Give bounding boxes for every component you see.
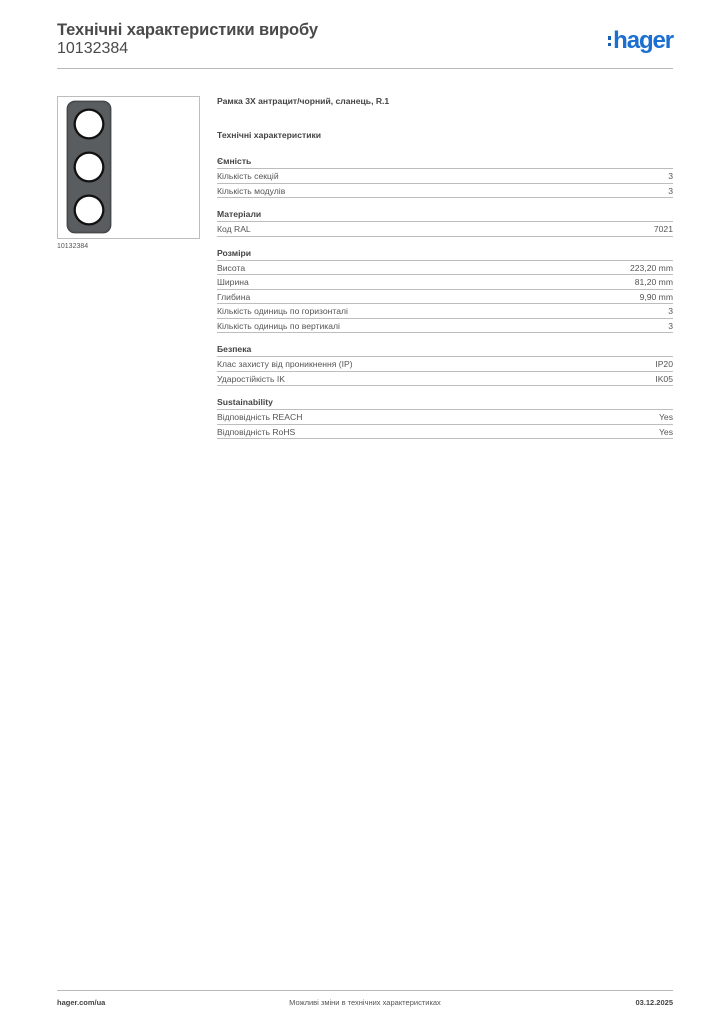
- spec-row: [217, 184, 673, 199]
- specifications: [217, 94, 673, 448]
- spec-value: 3: [668, 171, 673, 181]
- footer-divider: [57, 990, 673, 991]
- spec-value: 3: [668, 185, 673, 196]
- section-title: Безпека: [217, 342, 673, 357]
- section-capacity: [217, 154, 673, 198]
- spec-label: Відповідність RoHS: [217, 426, 296, 437]
- section-title: Sustainability: [217, 395, 673, 410]
- spec-label: Ударостійкість IK: [217, 373, 285, 384]
- spec-label: Ширина: [217, 277, 249, 287]
- section-sustainability: [217, 395, 673, 439]
- spec-value: 9,90 mm: [639, 291, 673, 302]
- spec-label: Кількість модулів: [217, 185, 286, 196]
- page-header: [57, 20, 673, 68]
- spec-row: [217, 275, 673, 290]
- spec-label: Глибина: [217, 291, 251, 302]
- spec-label: Код RAL: [217, 224, 251, 234]
- footer-note: Можливі зміни в технічних характеристиках: [289, 998, 441, 1007]
- spec-label: Кількість одиниць по вертикалі: [217, 320, 340, 331]
- spec-row: [217, 222, 673, 237]
- spec-value: IK05: [655, 373, 673, 384]
- spec-row: [217, 169, 673, 184]
- spec-label: Кількість одиниць по горизонталі: [217, 306, 348, 316]
- section-title: Ємність: [217, 154, 673, 169]
- spec-label: Клас захисту від проникнення (IP): [217, 359, 353, 369]
- header-divider: [57, 68, 673, 69]
- section-title: Розміри: [217, 246, 673, 261]
- section-materials: [217, 207, 673, 237]
- spec-row: [217, 319, 673, 334]
- spec-value: 3: [668, 320, 673, 331]
- spec-row: [217, 410, 673, 425]
- frame-3x-image: [58, 97, 199, 238]
- spec-label: Кількість секцій: [217, 171, 279, 181]
- logo-text: hager: [613, 27, 673, 54]
- spec-row: [217, 290, 673, 305]
- spec-value: IP20: [655, 359, 673, 369]
- section-safety: [217, 342, 673, 386]
- specs-heading: Технічні характеристики: [217, 130, 322, 140]
- spec-label: Відповідність REACH: [217, 412, 303, 422]
- spec-value: 7021: [653, 224, 673, 234]
- spec-value: 3: [668, 306, 673, 316]
- spec-value: 223,20 mm: [630, 262, 673, 273]
- section-title: Матеріали: [217, 207, 673, 222]
- product-name: Рамка 3Х антрацит/чорний, сланець, R.1: [217, 96, 390, 106]
- spec-value: Yes: [658, 426, 673, 437]
- footer-website-link[interactable]: hager.com/ua: [57, 998, 106, 1007]
- spec-row: [217, 261, 673, 276]
- spec-label: Висота: [217, 262, 246, 273]
- spec-row: [217, 357, 673, 372]
- product-code: 10132384: [57, 40, 129, 57]
- section-dimensions: [217, 246, 673, 334]
- footer-date: 03.12.2025: [635, 998, 673, 1007]
- spec-row: [217, 372, 673, 387]
- spec-row: [217, 304, 673, 319]
- spec-value: Yes: [658, 412, 673, 422]
- product-image: [57, 96, 200, 239]
- page-title: Технічні характеристики виробу: [57, 21, 318, 39]
- spec-value: 81,20 mm: [634, 277, 673, 287]
- logo-dots-icon: [608, 36, 612, 46]
- spec-row: [217, 425, 673, 440]
- image-caption: 10132384: [57, 243, 89, 250]
- hager-logo: [608, 28, 673, 54]
